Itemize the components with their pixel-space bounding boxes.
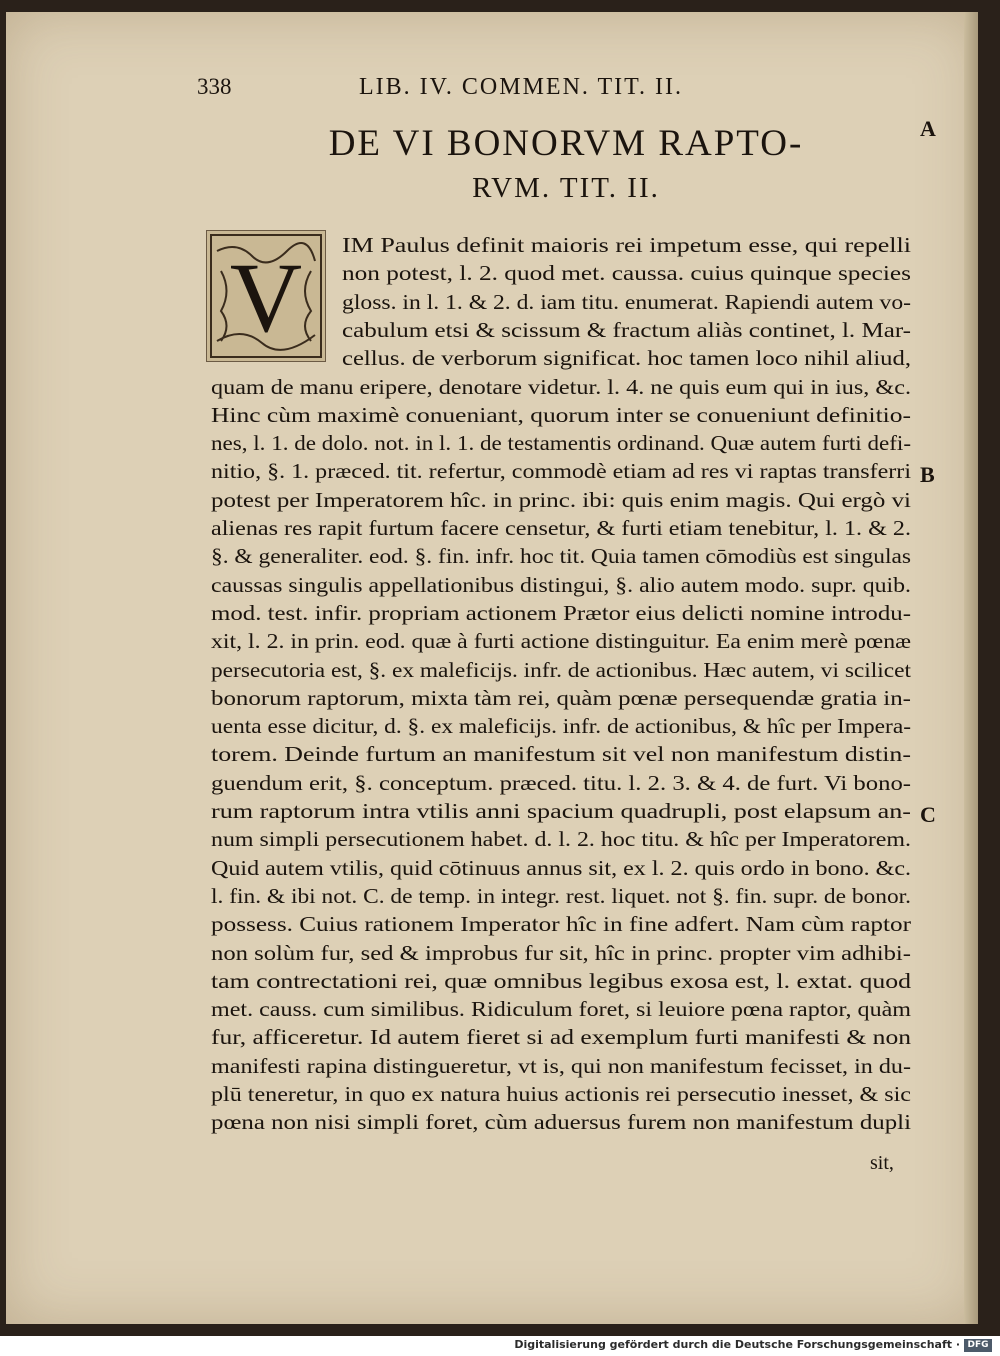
body-line: cabulum etsi & scissum & fractum aliàs continet, l. Mar- (342, 317, 911, 342)
body-line: pœna non nisi simpli foret, cùm aduersus furem non manifestum dupli (211, 1110, 911, 1135)
body-line: met. causs. cum similibus. Ridiculum foret, si leuiore pœna raptor, quàm (211, 997, 911, 1022)
page-number: 338 (197, 74, 232, 99)
body-line: §. & generaliter. eod. §. fin. infr. hoc tit. Quia tamen cōmodiùs est singulas (211, 544, 911, 569)
decorated-initial (206, 230, 326, 362)
body-line: quam de manu eripere, denotare videtur. l. 4. ne quis eum qui in ius, &c. (211, 374, 911, 399)
margin-letter-c: C (920, 802, 936, 827)
body-line: non potest, l. 2. quod met. caussa. cuius quinque species (342, 261, 911, 286)
text-block (6, 12, 978, 1324)
body-line: IM Paulus definit maioris rei impetum esse, qui repelli (342, 233, 911, 257)
decorated-initial-ornament (207, 231, 325, 361)
margin-letter-a: A (920, 116, 936, 141)
body-line: mod. test. infir. propriam actionem Prætor eius delicti nomine introdu- (211, 600, 911, 625)
body-line: uenta esse dicitur, d. §. ex maleficijs. infr. de actionibus, & hîc per Impera- (211, 714, 911, 739)
body-line: bonorum raptorum, mixta tàm rei, quàm pœnæ persequendæ gratia in- (211, 685, 911, 710)
body-line: manifesti rapina distingueretur, vt is, qui non manifestum fecisset, in du- (211, 1053, 911, 1078)
body-line: gloss. in l. 1. & 2. d. iam titu. enumerat. Rapiendi autem vo- (342, 289, 911, 314)
body-line: guendum erit, §. conceptum. præced. titu. l. 2. 3. & 4. de furt. Vi bono- (211, 770, 911, 795)
body-line: alienas res rapit furtum facere censetur, & furti etiam tenebitur, l. 1. & 2. (211, 516, 911, 540)
body-line: fur, afficeretur. Id autem fieret si ad exemplum furti manifesti & non (211, 1025, 911, 1050)
body-line: Quid autem vtilis, quid cōtinuus annus sit, ex l. 2. quis ordo in bono. &c. (211, 855, 911, 880)
body-line: cellus. de verborum significat. hoc tamen loco nihil aliud, (342, 346, 911, 371)
body-line: potest per Imperatorem hîc. in princ. ibi: quis enim magis. Qui ergò vi (211, 487, 911, 512)
body-line: non solùm fur, sed & improbus fur sit, hîc in princ. propter vim adhibi- (211, 940, 911, 965)
body-line: caussas singulis appellationibus distingui, §. alio autem modo. supr. quib. (211, 572, 911, 597)
initial-letter: V (229, 242, 303, 353)
running-title: LIB. IV. COMMEN. TIT. II. (359, 74, 683, 100)
chapter-title-line-2: RVM. TIT. II. (472, 172, 660, 204)
funding-credit: Digitalisierung gefördert durch die Deutsche Forschungsgemeinschaft · (514, 1338, 960, 1351)
body-line: rum raptorum intra vtilis anni spacium quadrupli, post elapsum an- (211, 799, 911, 823)
body-line: plū teneretur, in quo ex natura huius actionis rei persecutio inesset, & sic (211, 1082, 911, 1106)
body-line: torem. Deinde furtum an manifestum sit vel non manifestum distin- (211, 742, 911, 767)
chapter-title-line-1: DE VI BONORVM RAPTO- (328, 123, 804, 164)
body-line: Hinc cùm maximè conueniant, quorum inter se conueniunt definitio- (211, 402, 911, 427)
body-line: persecutoria est, §. ex maleficijs. infr. de actionibus. Hæc autem, vi scilicet (211, 657, 912, 682)
dfg-logo: DFG (964, 1339, 992, 1352)
body-line: nitio, §. 1. præced. tit. refertur, commodè etiam ad res vi raptas transferri (211, 459, 912, 484)
catchword: sit, (870, 1152, 894, 1174)
digitization-footer (0, 1336, 1000, 1356)
body-line: xit, l. 2. in prin. eod. quæ à furti actione distinguitur. Ea enim merè pœnæ (211, 629, 911, 654)
book-page (6, 12, 978, 1324)
body-line: tam contrectationi rei, quæ omnibus legibus exosa est, l. extat. quod (211, 968, 911, 993)
body-line: nes, l. 1. de dolo. not. in l. 1. de testamentis ordinand. Quæ autem furti defi- (211, 431, 911, 456)
body-line: possess. Cuius rationem Imperator hîc in fine adfert. Nam cùm raptor (211, 912, 911, 937)
body-line: l. fin. & ibi not. C. de temp. in integr. rest. liquet. not §. fin. supr. de bonor. (211, 883, 911, 908)
margin-letter-b: B (920, 462, 935, 487)
body-line: num simpli persecutionem habet. d. l. 2. hoc titu. & hîc per Imperatorem. (211, 827, 911, 852)
